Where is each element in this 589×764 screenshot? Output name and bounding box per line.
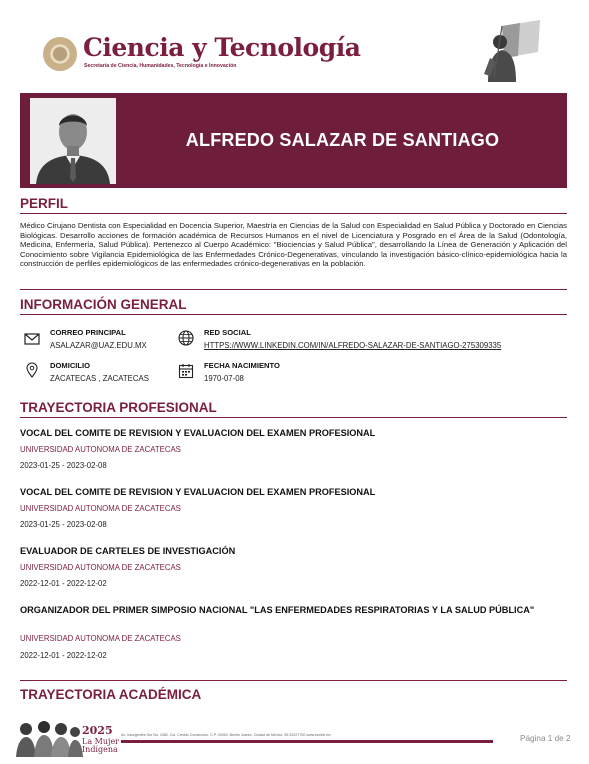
job-title: EVALUADOR DE CARTELES DE INVESTIGACIÓN [20, 546, 236, 556]
birth-value: 1970-07-08 [204, 374, 244, 383]
job-title: ORGANIZADOR DEL PRIMER SIMPOSIO NACIONAL "LAS ENFERMEDADES RESPIRATORIAS Y LA SALUD PÚBLICA" [20, 605, 535, 615]
profile-text: Médico Cirujano Dentista con Especialidad en Docencia Superior, Maestría en Ciencias de la Salud con Especialidad en Salud Pública y Doctorado en Ciencias Biológicas. Desarrollo acciones de formación académica de Recursos Humanos en el nivel de Licenciatura y Posgrado en el Área de la Salud (Odontología, Medicina, Enfermería, Salud Pública). Pertenezco al Cuerpo Académico: "Biociencias y Salud Pública", desarrollando la Línea de Generación y Aplicación del Conocimiento sobre Vigilancia Epidemiológica de las Enfermedades Crónico-Degenerativas, vinculando la investigación básico-clínico-epidemiológica hacia la construcción de perfiles epidemiológicos de las enfermedades crónico-degenerativas en la población. [20, 221, 567, 269]
person-portrait-icon [30, 98, 116, 184]
section-divider [20, 314, 567, 315]
job-title: VOCAL DEL COMITE DE REVISION Y EVALUACION DEL EXAMEN PROFESIONAL [20, 487, 376, 497]
page-number: Página 1 de 2 [520, 734, 571, 743]
footer-year: 2025 [82, 724, 113, 737]
address-value: ZACATECAS , ZACATECAS [50, 374, 149, 383]
section-divider [20, 213, 567, 214]
section-divider [20, 680, 567, 681]
brand-title: Ciencia y Tecnología [83, 33, 361, 62]
profile-banner [20, 93, 567, 188]
section-divider [20, 289, 567, 290]
mail-icon [23, 330, 41, 348]
flag-woman-emblem-icon [482, 18, 544, 82]
email-value[interactable]: ASALAZAR@UAZ.EDU.MX [50, 341, 147, 350]
job-organization: UNIVERSIDAD AUTONOMA DE ZACATECAS [20, 563, 181, 572]
footer-mujer-indigena [82, 738, 119, 754]
professional-section-title: TRAYECTORIA PROFESIONAL [20, 400, 217, 415]
profile-section-title: PERFIL [20, 196, 69, 211]
job-organization: UNIVERSIDAD AUTONOMA DE ZACATECAS [20, 504, 181, 513]
job-dates: 2023-01-25 - 2023-02-08 [20, 461, 107, 470]
footer-mujer-line2: Indígena [82, 745, 118, 754]
indigenous-women-illustration-icon [14, 717, 84, 757]
location-pin-icon [23, 361, 41, 379]
job-dates: 2022-12-01 - 2022-12-02 [20, 651, 107, 660]
footer-address: Av. Insurgentes Sur No. 1582, Col. Crédito Constructor, C.P. 03940, Benito Juárez, Ciudad de México. 55 53227700 www.secihti.mx [121, 733, 331, 737]
address-label: DOMICILIO [50, 361, 91, 370]
job-dates: 2022-12-01 - 2022-12-02 [20, 579, 107, 588]
birth-label: FECHA NACIMIENTO [204, 361, 280, 370]
globe-icon [177, 329, 195, 347]
job-dates: 2023-01-25 - 2023-02-08 [20, 520, 107, 529]
email-label: CORREO PRINCIPAL [50, 328, 126, 337]
profile-photo [30, 98, 116, 184]
page-header [0, 0, 589, 90]
job-title: VOCAL DEL COMITE DE REVISION Y EVALUACION DEL EXAMEN PROFESIONAL [20, 428, 376, 438]
person-name: ALFREDO SALAZAR DE SANTIAGO [185, 130, 500, 150]
academic-section-title: TRAYECTORIA ACADÉMICA [20, 687, 202, 702]
job-organization: UNIVERSIDAD AUTONOMA DE ZACATECAS [20, 634, 181, 643]
footer-bar [121, 740, 493, 743]
general-info-section-title: INFORMACIÓN GENERAL [20, 297, 187, 312]
calendar-icon [177, 362, 195, 380]
job-organization: UNIVERSIDAD AUTONOMA DE ZACATECAS [20, 445, 181, 454]
brand-subtitle: Secretaría de Ciencia, Humanidades, Tecnología e Innovación [84, 63, 237, 69]
social-link[interactable]: HTTPS://WWW.LINKEDIN.COM/IN/ALFREDO-SALAZAR-DE-SANTIAGO-275309335 [204, 341, 502, 350]
section-divider [20, 417, 567, 418]
social-label: RED SOCIAL [204, 328, 251, 337]
mexico-seal-icon [43, 37, 77, 71]
footer-mujer-line1: La Mujer [82, 737, 120, 746]
